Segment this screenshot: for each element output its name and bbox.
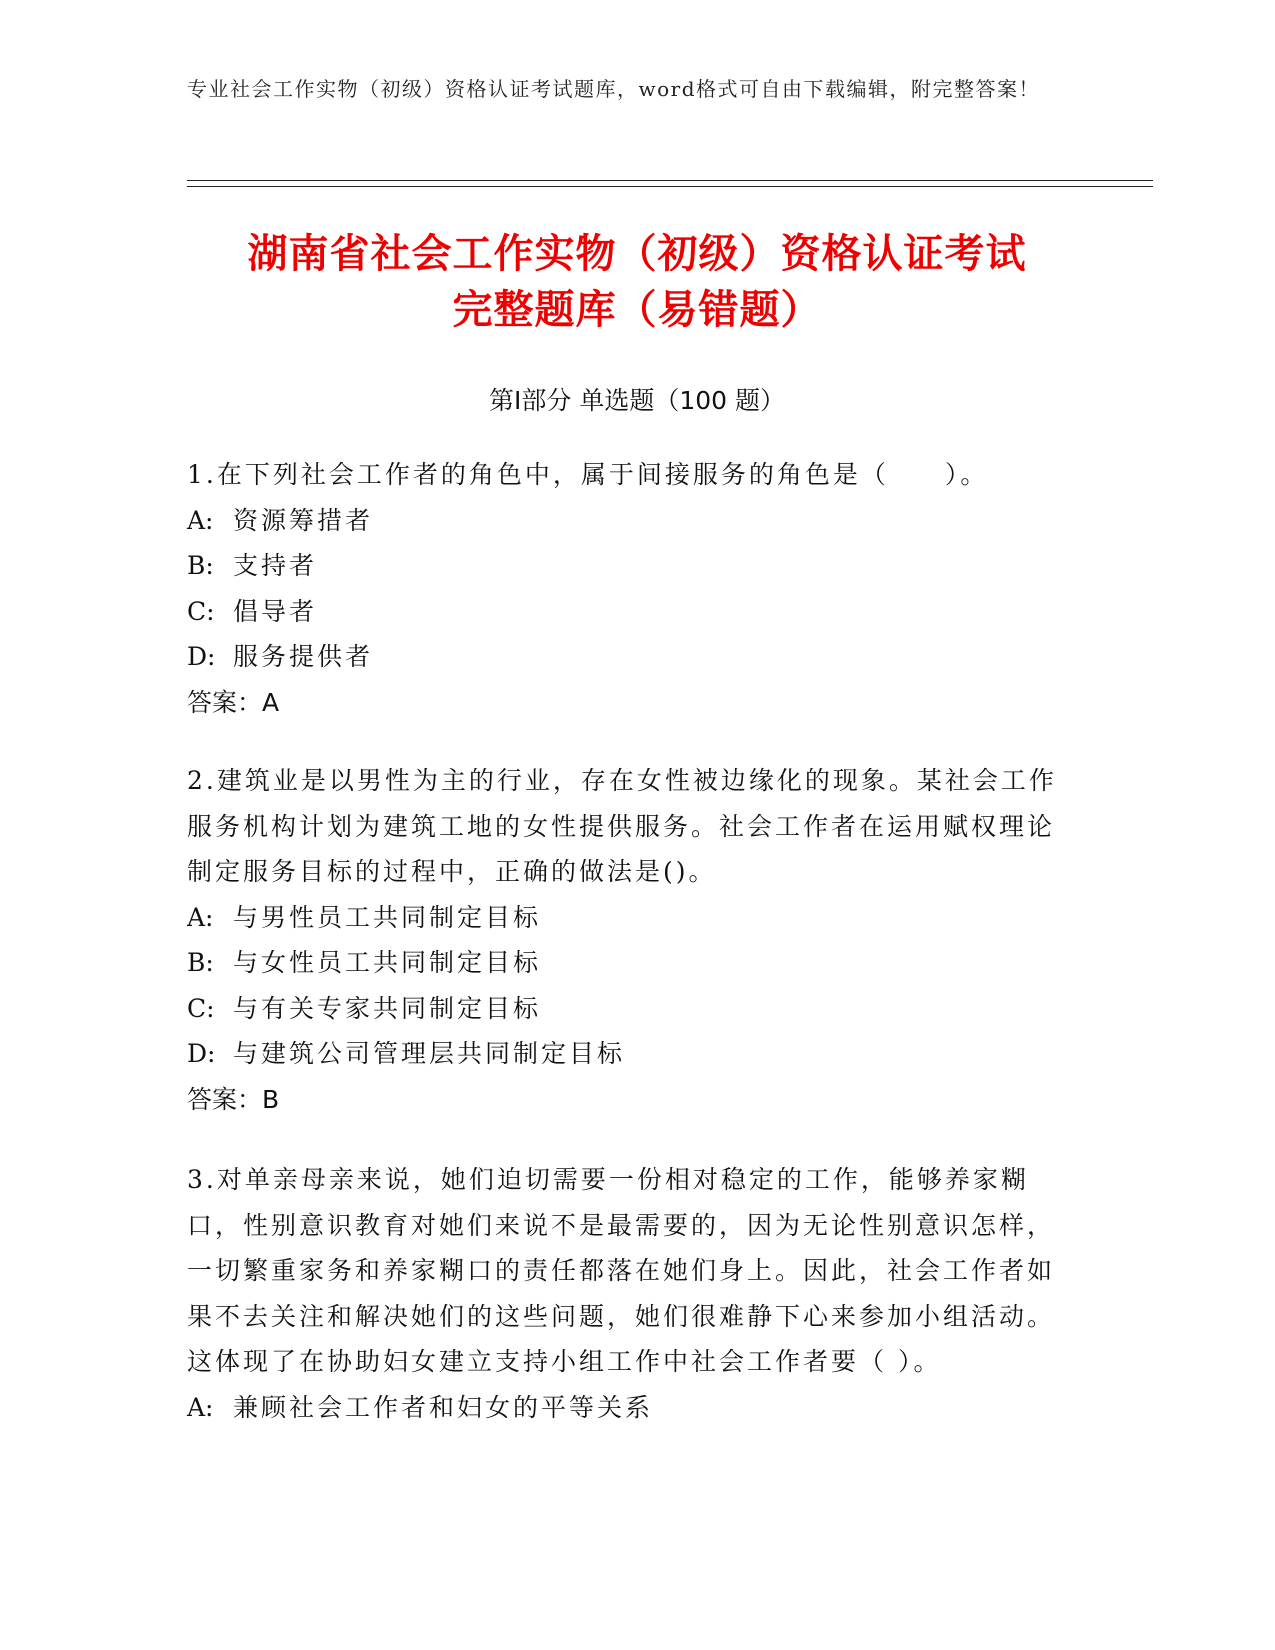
title-line-2: 完整题库（易错题） <box>452 287 822 333</box>
header-divider-bottom <box>187 186 1153 187</box>
option-text: 与男性员工共同制定目标 <box>233 902 542 932</box>
option-key: D: <box>187 642 216 671</box>
option-a <box>187 895 1067 941</box>
answer: 答案：B <box>187 1084 280 1114</box>
question-3 <box>187 1157 1067 1430</box>
option-text: 倡导者 <box>233 596 318 626</box>
question-1 <box>187 452 1067 725</box>
option-text: 服务提供者 <box>233 642 374 671</box>
option-key: C: <box>187 993 215 1023</box>
option-a <box>187 1385 1067 1431</box>
option-b <box>187 940 1067 986</box>
title-line-1: 湖南省社会工作实物（初级）资格认证考试 <box>247 231 1027 277</box>
option-c <box>187 986 1067 1032</box>
option-d <box>187 1031 1067 1077</box>
option-text: 与女性员工共同制定目标 <box>233 948 542 977</box>
question-stem: 2.建筑业是以男性为主的行业，存在女性被边缘化的现象。某社会工作服务机构计划为建筑工地的女性提供服务。社会工作者在运用赋权理论制定服务目标的过程中，正确的做法是()。 <box>187 766 1057 886</box>
option-text: 与有关专家共同制定目标 <box>233 993 542 1023</box>
option-key: A: <box>187 902 214 932</box>
option-key: A: <box>187 505 214 535</box>
option-key: D: <box>187 1039 216 1068</box>
option-a <box>187 498 1067 544</box>
option-text: 资源筹措者 <box>233 505 374 535</box>
option-text: 支持者 <box>233 551 318 580</box>
question-stem: 1.在下列社会工作者的角色中，属于间接服务的角色是（ ）。 <box>187 460 989 489</box>
question-stem: 3.对单亲母亲来说，她们迫切需要一份相对稳定的工作，能够养家糊口，性别意识教育对她们来说不是最需要的，因为无论性别意识怎样，一切繁重家务和养家糊口的责任都落在她们身上。因此，社会工作者如果不去关注和解决她们的这些问题，她们很难静下心来参加小组活动。这体现了在协助妇女建立支持小组工作中社会工作者要（ ）。 <box>187 1165 1056 1376</box>
header-divider-top <box>187 180 1153 181</box>
option-key: A: <box>187 1392 214 1422</box>
option-text: 兼顾社会工作者和妇女的平等关系 <box>233 1392 654 1422</box>
option-key: C: <box>187 596 215 626</box>
option-key: B: <box>187 948 214 977</box>
option-key: B: <box>187 551 214 580</box>
question-2 <box>187 758 1067 1122</box>
header-note: 专业社会工作实物（初级）资格认证考试题库，word格式可自由下载编辑，附完整答案！ <box>187 77 1041 101</box>
option-d <box>187 634 1067 680</box>
option-b <box>187 543 1067 589</box>
answer: 答案：A <box>187 687 280 717</box>
option-text: 与建筑公司管理层共同制定目标 <box>233 1039 626 1068</box>
section-heading: 第Ⅰ部分 单选题（100 题） <box>489 386 785 415</box>
document-title <box>187 226 1087 338</box>
option-c <box>187 589 1067 635</box>
